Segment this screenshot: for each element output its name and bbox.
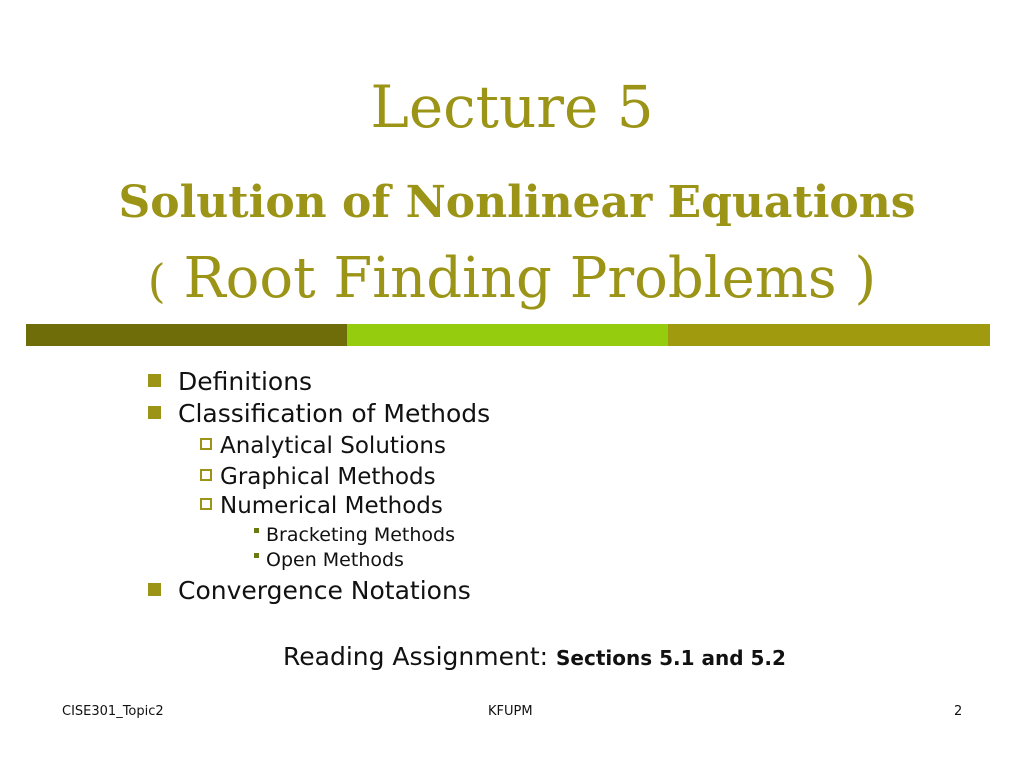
square-bullet-icon [148,374,161,387]
small-square-bullet-icon [254,553,259,558]
outline-subitem-analytical: Analytical Solutions [220,433,446,459]
outline-subitem-numerical: Numerical Methods [220,493,443,519]
small-square-bullet-icon [254,528,259,533]
hollow-square-bullet-icon [200,469,212,481]
footer-course-topic: CISE301_Topic2 [62,704,164,719]
title-subtitle-open-paren: ( [147,254,166,308]
outline-item-convergence: Convergence Notations [178,576,471,605]
reading-assignment [283,640,786,675]
outline-subitem-graphical: Graphical Methods [220,464,436,490]
title-subtitle-text: Root Finding Problems ) [165,246,877,311]
title-subtitle [0,244,1024,316]
outline-item-classification: Classification of Methods [178,399,491,428]
footer-institution: KFUPM [488,704,533,719]
reading-assignment-label: Reading Assignment: [283,642,556,671]
outline-item-definitions: Definitions [178,367,313,396]
square-bullet-icon [148,583,161,596]
title-topic: Solution of Nonlinear Equations [118,177,916,228]
outline-subsubitem-bracketing: Bracketing Methods [266,524,455,546]
title-lecture-number: Lecture 5 [370,73,654,141]
reading-assignment-sections: Sections 5.1 and 5.2 [556,646,786,670]
divider-bar-lime [347,324,668,346]
footer-page-number: 2 [954,704,963,719]
hollow-square-bullet-icon [200,438,212,450]
hollow-square-bullet-icon [200,498,212,510]
divider-bar-dark [26,324,347,346]
divider-bar-olive [668,324,990,346]
square-bullet-icon [148,406,161,419]
outline-subsubitem-open: Open Methods [266,549,404,571]
